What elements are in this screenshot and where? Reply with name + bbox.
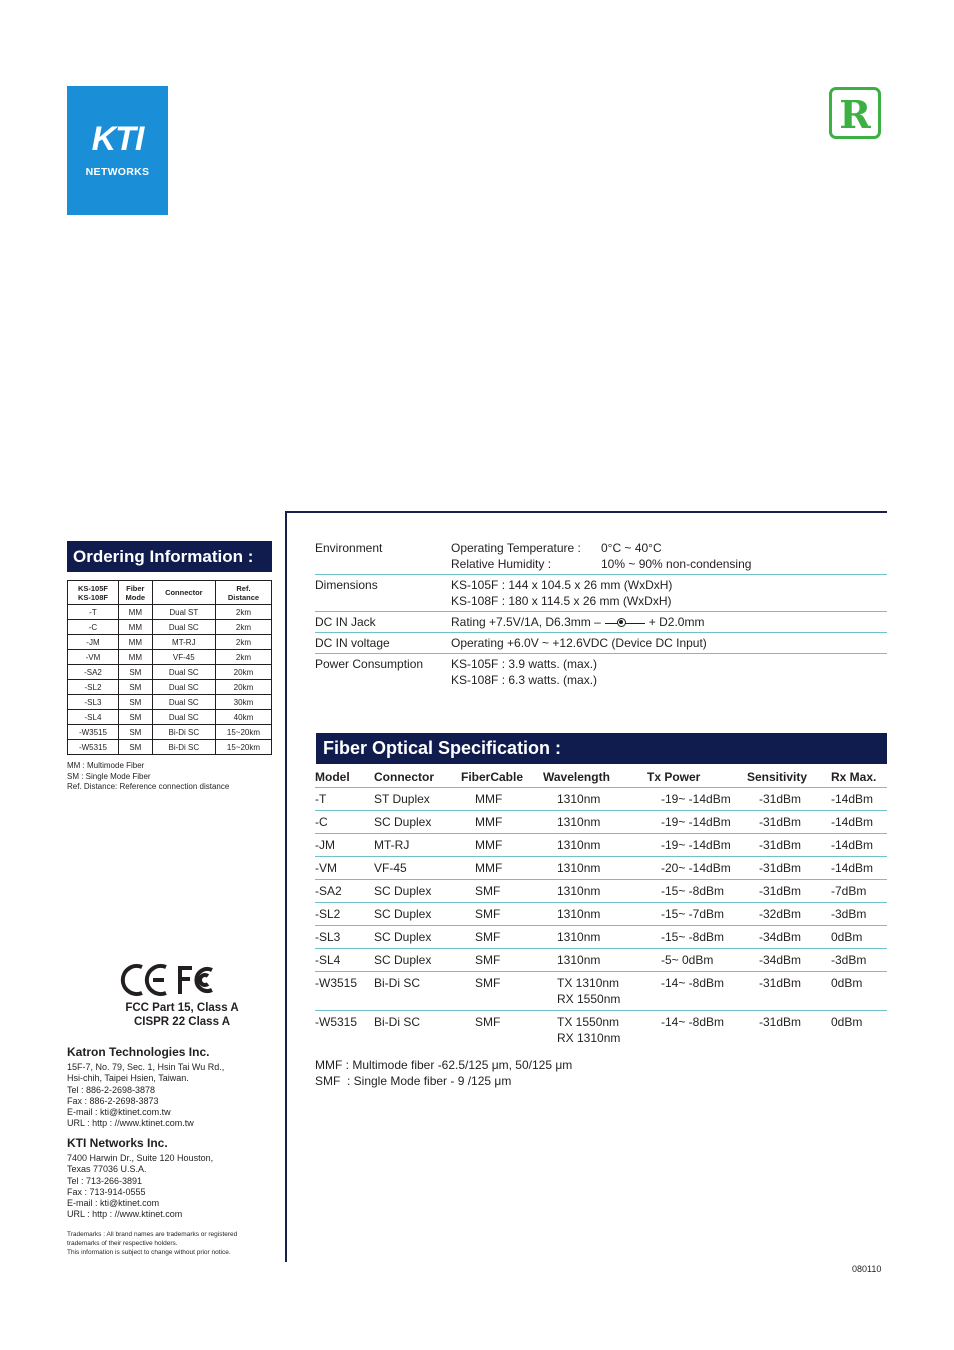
fiber-cell: 1310nm xyxy=(543,811,647,834)
fiber-header-cell: Sensitivity xyxy=(747,767,831,788)
fiber-cell: 1310nm xyxy=(543,926,647,949)
fiber-row xyxy=(315,857,887,880)
fiber-cell: SMF xyxy=(461,880,543,903)
fiber-header-cell: FiberCable xyxy=(461,767,543,788)
fiber-cell: -3dBm xyxy=(831,949,887,972)
company-kti-networks xyxy=(67,1136,282,1221)
ordering-cell: Dual SC xyxy=(152,680,215,695)
horizontal-divider xyxy=(286,511,887,513)
ordering-cell: 15~20km xyxy=(215,725,271,740)
ce-fcc-marks xyxy=(120,962,220,998)
ordering-row xyxy=(68,650,272,665)
spec-value xyxy=(451,575,887,612)
fiber-cell: 1310nm xyxy=(543,834,647,857)
fiber-cell: SC Duplex xyxy=(374,926,461,949)
fiber-cell: VF-45 xyxy=(374,857,461,880)
fiber-cell: 0dBm xyxy=(831,972,887,1011)
ordering-header-cell: Fiber Mode xyxy=(118,581,152,605)
ordering-notes xyxy=(67,761,229,793)
fcc-mark-icon xyxy=(180,966,212,994)
fiber-spec-title: Fiber Optical Specification : xyxy=(316,733,887,764)
ordering-row xyxy=(68,605,272,620)
ordering-cell: MM xyxy=(118,650,152,665)
ordering-note: SM : Single Mode Fiber xyxy=(67,771,151,781)
fiber-cell: 1310nm xyxy=(543,857,647,880)
fiber-cell: -W5315 xyxy=(315,1015,358,1029)
spec-value xyxy=(451,538,887,575)
fiber-cell: -31dBm xyxy=(747,834,831,857)
company-katron xyxy=(67,1045,282,1130)
fiber-cell: 1310nm xyxy=(543,903,647,926)
cert-line: FCC Part 15, Class A xyxy=(125,1002,239,1014)
fiber-cell: MMF xyxy=(461,811,543,834)
fiber-cell: -15~ -7dBm xyxy=(647,903,747,926)
fiber-cell: MMF xyxy=(461,788,543,811)
fiber-cell: -31dBm xyxy=(747,880,831,903)
fiber-cell: -15~ -8dBm xyxy=(647,926,747,949)
ordering-cell: SM xyxy=(118,680,152,695)
fiber-cell: -20~ -14dBm xyxy=(647,857,747,880)
address-line: Texas 77036 U.S.A. xyxy=(67,1164,147,1175)
ordering-cell: -VM xyxy=(68,650,119,665)
ordering-cell: Dual SC xyxy=(152,665,215,680)
fiber-cell: -31dBm xyxy=(747,857,831,880)
spec-label: DC IN Jack xyxy=(315,612,451,633)
ordering-cell: -T xyxy=(68,605,119,620)
fiber-cell: -31dBm xyxy=(747,811,831,834)
ordering-cell: Bi-Di SC xyxy=(152,740,215,755)
fiber-note: SMF : Single Mode fiber - 9 /125 μm xyxy=(315,1074,512,1088)
fiber-spec-table xyxy=(315,767,887,1049)
dimension-line: KS-108F : 180 x 114.5 x 26 mm (WxDxH) xyxy=(451,594,672,608)
ordering-cell: 15~20km xyxy=(215,740,271,755)
spec-row-dc-jack xyxy=(315,612,887,633)
ce-mark-icon xyxy=(123,966,166,994)
fiber-cell: -SL2 xyxy=(315,903,374,926)
ordering-cell: 20km xyxy=(215,665,271,680)
fiber-row xyxy=(315,949,887,972)
address-line: E-mail : kti@ktinet.com.tw xyxy=(67,1107,171,1118)
minus-sign: – xyxy=(594,615,601,629)
ordering-cell: -SA2 xyxy=(68,665,119,680)
address-line: URL : http : //www.ktinet.com xyxy=(67,1209,183,1220)
address-line: 15F-7, No. 79, Sec. 1, Hsin Tai Wu Rd., xyxy=(67,1062,225,1072)
address-line: E-mail : kti@ktinet.com xyxy=(67,1198,160,1209)
trademark-line: This information is subject to change without prior notice. xyxy=(67,1249,231,1256)
spec-value: Operating +6.0V ~ +12.6VDC (Device DC Input) xyxy=(451,633,887,654)
address-line: Fax : 886-2-2698-3873 xyxy=(67,1095,159,1106)
temp-value: 0°C ~ 40°C xyxy=(601,541,662,555)
vertical-divider xyxy=(285,511,287,1262)
ordering-cell: SM xyxy=(118,725,152,740)
fiber-cell: 0dBm xyxy=(831,926,887,949)
ordering-row xyxy=(68,620,272,635)
fiber-cell: SMF xyxy=(475,1015,501,1029)
fiber-cell: SMF xyxy=(461,903,543,926)
fiber-row xyxy=(315,903,887,926)
ordering-cell: -SL4 xyxy=(68,710,119,725)
humidity-label: Relative Humidity : xyxy=(451,557,552,571)
document-code: 080110 xyxy=(852,1264,882,1274)
power-line: KS-105F : 3.9 watts. (max.) xyxy=(451,657,598,671)
fiber-cell: -VM xyxy=(315,857,374,880)
ordering-cell: 2km xyxy=(215,620,271,635)
r-mark-letter: R xyxy=(839,92,871,137)
fiber-cell: -14dBm xyxy=(831,788,887,811)
fiber-cell: TX 1310nm RX 1550nm xyxy=(543,972,647,1011)
fiber-cell: -19~ -14dBm xyxy=(647,788,747,811)
ordering-cell: Bi-Di SC xyxy=(152,725,215,740)
kti-networks-logo xyxy=(67,86,168,215)
ordering-row xyxy=(68,740,272,755)
ordering-cell: 2km xyxy=(215,605,271,620)
fiber-cell: SC Duplex xyxy=(374,949,461,972)
fiber-row xyxy=(315,972,887,1011)
fiber-cell: -32dBm xyxy=(747,903,831,926)
fiber-header-cell: Rx Max. xyxy=(831,767,887,788)
ordering-title: Ordering Information : xyxy=(67,541,272,572)
spec-label: Power Consumption xyxy=(315,657,424,671)
ordering-cell: 2km xyxy=(215,650,271,665)
logo-subtext: NETWORKS xyxy=(85,166,150,178)
fiber-row xyxy=(315,788,887,811)
ordering-cell: SM xyxy=(118,695,152,710)
fiber-cell: SMF xyxy=(461,972,543,1011)
fiber-cell: -JM xyxy=(315,834,374,857)
dc-jack-pin: D2.0mm xyxy=(659,615,705,629)
ordering-cell: Dual SC xyxy=(152,695,215,710)
fiber-cell: -14dBm xyxy=(831,834,887,857)
fiber-cell: SC Duplex xyxy=(374,903,461,926)
trademark-line: trademarks of their respective holders. xyxy=(67,1240,178,1247)
dc-jack-rating: Rating +7.5V/1A, D6.3mm xyxy=(451,615,591,629)
fiber-notes xyxy=(315,1057,572,1089)
fiber-cell: Bi-Di SC xyxy=(374,1015,421,1029)
fiber-cell: -SA2 xyxy=(315,880,374,903)
ordering-cell: SM xyxy=(118,710,152,725)
ordering-row xyxy=(68,725,272,740)
ordering-cell: -W5315 xyxy=(68,740,119,755)
fiber-cell: -15~ -8dBm xyxy=(647,880,747,903)
address-line: Tel : 886-2-2698-3878 xyxy=(67,1084,156,1095)
fiber-cell: MMF xyxy=(461,834,543,857)
ordering-cell: 40km xyxy=(215,710,271,725)
address-line: 7400 Harwin Dr., Suite 120 Houston, xyxy=(67,1153,214,1163)
fiber-cell: -31dBm xyxy=(759,1015,802,1029)
dimension-line: KS-105F : 144 x 104.5 x 26 mm (WxDxH) xyxy=(451,578,673,592)
ordering-cell: MM xyxy=(118,635,152,650)
fiber-cell: -31dBm xyxy=(747,972,831,1011)
ordering-row xyxy=(68,695,272,710)
ordering-table xyxy=(67,580,272,755)
ordering-cell: SM xyxy=(118,665,152,680)
ordering-cell: 30km xyxy=(215,695,271,710)
fiber-cell: -SL4 xyxy=(315,949,374,972)
ordering-row xyxy=(68,635,272,650)
ordering-cell: -JM xyxy=(68,635,119,650)
fiber-cell: MT-RJ xyxy=(374,834,461,857)
fiber-cell: SMF xyxy=(461,926,543,949)
fiber-header-cell: Model xyxy=(315,767,374,788)
spec-value xyxy=(451,612,887,633)
fiber-cell: SMF xyxy=(461,949,543,972)
r-mark-logo xyxy=(829,87,881,139)
trademark-line: Trademarks : All brand names are trademarks or registered xyxy=(67,1231,238,1238)
fiber-cell: ST Duplex xyxy=(374,788,461,811)
fiber-cell: MMF xyxy=(461,857,543,880)
fiber-cell: -7dBm xyxy=(831,880,887,903)
fiber-row xyxy=(315,834,887,857)
ordering-cell: MT-RJ xyxy=(152,635,215,650)
ordering-header-cell: Connector xyxy=(152,581,215,605)
fiber-header-cell: Tx Power xyxy=(647,767,747,788)
ordering-row xyxy=(68,680,272,695)
spec-label: Environment xyxy=(315,538,451,575)
ordering-cell: SM xyxy=(118,740,152,755)
fiber-cell: -T xyxy=(315,788,374,811)
fiber-cell: -34dBm xyxy=(747,926,831,949)
company-name: KTI Networks Inc. xyxy=(67,1136,168,1150)
fiber-cell: -SL3 xyxy=(315,926,374,949)
certification-text xyxy=(67,1001,297,1029)
address-line: Hsi-chih, Taipei Hsien, Taiwan. xyxy=(67,1073,189,1084)
ordering-cell: MM xyxy=(118,605,152,620)
spec-row-dc-voltage xyxy=(315,633,887,654)
spec-row-environment xyxy=(315,538,887,575)
fiber-cell: -14dBm xyxy=(831,857,887,880)
temp-label: Operating Temperature : xyxy=(451,541,581,555)
ordering-note: MM : Multimode Fiber xyxy=(67,761,145,770)
fiber-note: MMF : Multimode fiber -62.5/125 μm, 50/125 μm xyxy=(315,1058,573,1072)
plus-sign: + xyxy=(648,615,656,629)
fiber-cell: SC Duplex xyxy=(374,880,461,903)
general-spec-table xyxy=(315,538,887,690)
ordering-cell: 2km xyxy=(215,635,271,650)
spec-row-dimensions xyxy=(315,575,887,612)
address-line: URL : http : //www.ktinet.com.tw xyxy=(67,1118,194,1129)
address-line: Fax : 713-914-0555 xyxy=(67,1186,146,1197)
ordering-cell: 20km xyxy=(215,680,271,695)
humidity-value: 10% ~ 90% non-condensing xyxy=(601,557,752,571)
fiber-row xyxy=(315,811,887,834)
spec-label: Dimensions xyxy=(315,575,451,612)
fiber-cell: -19~ -14dBm xyxy=(647,811,747,834)
fiber-cell: -31dBm xyxy=(747,788,831,811)
spec-row-power xyxy=(315,654,887,691)
fiber-cell: -19~ -14dBm xyxy=(647,834,747,857)
company-name: Katron Technologies Inc. xyxy=(67,1045,210,1059)
fiber-cell: Bi-Di SC xyxy=(374,972,461,1011)
ordering-cell: Dual ST xyxy=(152,605,215,620)
logo-wordmark: KTI xyxy=(91,120,144,158)
fiber-row xyxy=(315,880,887,903)
company-address xyxy=(67,1153,282,1221)
ordering-row xyxy=(68,665,272,680)
ordering-header-cell: Ref. Distance xyxy=(215,581,271,605)
trademark-notice xyxy=(67,1230,282,1257)
fiber-cell: -5~ 0dBm xyxy=(647,949,747,972)
fiber-cell: 1310nm xyxy=(543,880,647,903)
spec-label: DC IN voltage xyxy=(315,633,451,654)
fiber-cell: -14dBm xyxy=(831,811,887,834)
fiber-cell: SC Duplex xyxy=(374,811,461,834)
fiber-cell: -3dBm xyxy=(831,903,887,926)
ordering-cell: -SL3 xyxy=(68,695,119,710)
cert-line: CISPR 22 Class A xyxy=(133,1016,231,1028)
fiber-cell: 0dBm xyxy=(831,1015,863,1029)
ordering-cell: MM xyxy=(118,620,152,635)
ordering-header-cell: KS-105F KS-108F xyxy=(68,581,119,605)
fiber-cell: -W3515 xyxy=(315,972,374,1011)
ordering-cell: VF-45 xyxy=(152,650,215,665)
spec-value xyxy=(451,654,887,691)
ordering-note: Ref. Distance: Reference connection distance xyxy=(67,782,230,791)
fiber-cell: 1310nm xyxy=(543,949,647,972)
ordering-cell: -C xyxy=(68,620,119,635)
ordering-cell: Dual SC xyxy=(152,710,215,725)
power-line: KS-108F : 6.3 watts. (max.) xyxy=(451,673,598,687)
fiber-cell: -C xyxy=(315,811,374,834)
company-address xyxy=(67,1062,282,1130)
fiber-cell: TX 1550nm RX 1310nm xyxy=(557,1015,621,1045)
dc-jack-polarity-icon xyxy=(605,618,645,628)
fiber-cell: 1310nm xyxy=(543,788,647,811)
ordering-cell: -W3515 xyxy=(68,725,119,740)
address-line: Tel : 713-266-3891 xyxy=(67,1175,143,1186)
fiber-cell: -14~ -8dBm xyxy=(647,972,747,1011)
fiber-cell: -14~ -8dBm xyxy=(661,1015,725,1029)
ordering-row xyxy=(68,710,272,725)
fiber-cell: -34dBm xyxy=(747,949,831,972)
ordering-cell: -SL2 xyxy=(68,680,119,695)
fiber-header-cell: Wavelength xyxy=(543,767,647,788)
fiber-row xyxy=(315,1011,887,1050)
fiber-header-cell: Connector xyxy=(374,767,461,788)
ordering-cell: Dual SC xyxy=(152,620,215,635)
fiber-row xyxy=(315,926,887,949)
